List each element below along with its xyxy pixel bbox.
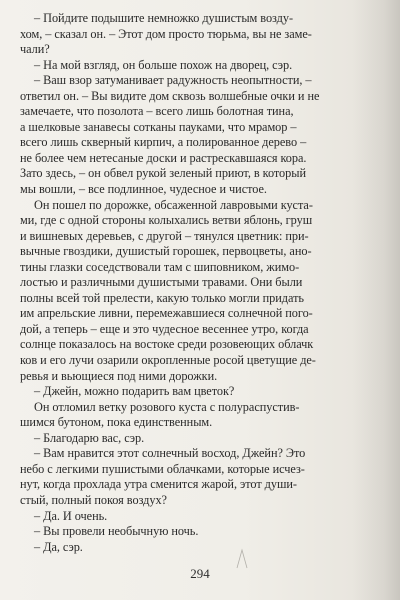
text-line: полны всей той прелести, какую только могли придать	[20, 290, 304, 305]
text-line: – Ваш взор затуманивает радужность неопытности, –	[34, 73, 312, 88]
text-line: ков и его лучи озарили окропленные росой цветущие де-	[20, 353, 316, 368]
text-line: нут, когда прохлада утра сменится жарой, этот души-	[20, 477, 297, 492]
text-line: – Вам нравится этот солнечный восход, Джейн? Это	[34, 446, 306, 461]
text-line: – Вы провели необычную ночь.	[34, 524, 199, 539]
text-line: тины глазки соседствовали там с шиповником, жимо-	[20, 259, 300, 274]
text-line: – На мой взгляд, он больше похож на дворец, сэр.	[34, 57, 293, 72]
text-line: ревья и вьющиеся под ними дорожки.	[20, 368, 218, 383]
text-line: мы вошли, – все подлинное, чудесное и чистое.	[20, 182, 267, 197]
text-line: им апрельские ливни, перемежавшиеся солнечной пого-	[20, 306, 313, 321]
text-line: Он пошел по дорожке, обсаженной лавровыми куста-	[34, 197, 313, 212]
text-line: чали?	[20, 42, 50, 57]
text-line: ми, где с одной стороны колыхались ветви яблонь, груш	[20, 213, 313, 228]
text-line: ответил он. – Вы видите дом сквозь волшебные очки и не	[20, 88, 320, 103]
text-line: Зато здесь, – он обвел рукой зеленый приют, в который	[20, 166, 306, 181]
text-line: не более чем нетесаные доски и растрескавшаяся кора.	[20, 150, 307, 165]
page-number: 294	[190, 566, 210, 581]
text-line: – Пойдите подышите немножко душистым возду-	[34, 11, 293, 25]
text-line: вычные гвоздики, душистый горошек, первоцветы, ано-	[20, 244, 312, 259]
text-line: – Благодарю вас, сэр.	[34, 430, 145, 445]
text-line: и вишневых деревьев, с другой – тянулся цветник: при-	[20, 228, 309, 243]
text-line: Он отломил ветку розового куста с полураспустив-	[34, 399, 300, 414]
body-text	[20, 11, 376, 555]
text-line: – Да, сэр.	[34, 539, 83, 554]
text-line: замечаете, что позолота – всего лишь болотная тина,	[20, 104, 294, 119]
text-line: а шелковые занавесы сотканы пауками, что мрамор –	[20, 119, 297, 134]
text-line: всего лишь скверный кирпич, а полированное дерево –	[20, 135, 307, 150]
text-line: небо с легкими пушистыми облачками, которые исчез-	[20, 461, 305, 476]
text-line: – Джейн, можно подарить вам цветок?	[34, 384, 235, 399]
text-line: лостью и различными душистыми травами. Они были	[20, 275, 303, 290]
text-line: дой, а теперь – еще и это чудесное весеннее утро, когда	[20, 321, 309, 336]
text-line: шимся бутоном, пока единственным.	[20, 415, 213, 430]
text-line: стый, полный покоя воздух?	[20, 492, 167, 507]
text-line: – Да. И очень.	[34, 508, 108, 523]
text-line: хом, – сказал он. – Этот дом просто тюрьма, вы не заме-	[20, 26, 312, 41]
text-line: солнце показалось на востоке среди розовеющих облачк	[20, 337, 314, 352]
